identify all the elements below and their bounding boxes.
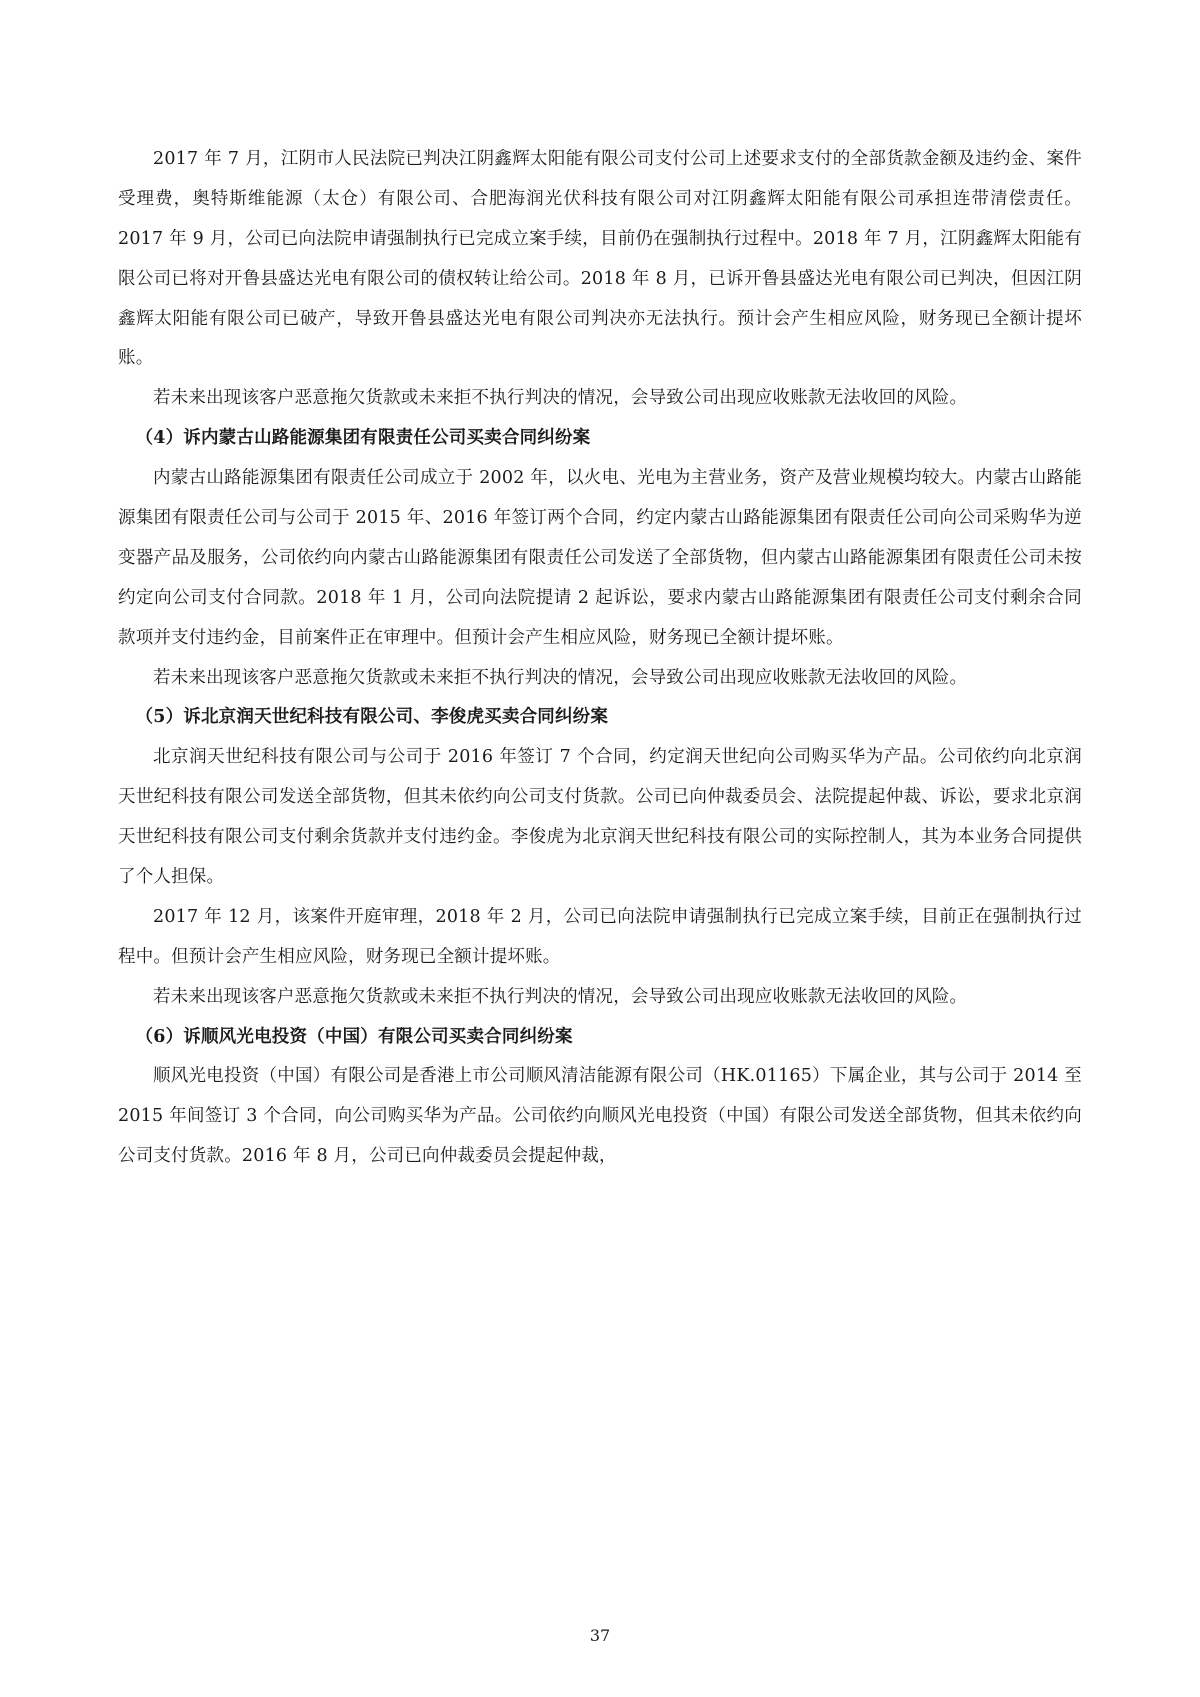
paragraph: 顺风光电投资（中国）有限公司是香港上市公司顺风清洁能源有限公司（HK.01165）下属企业，其与公司于 2014 至 2015 年间签订 3 个合同，向公司购买华为产品。公司依约向顺风光电投资（中国）有限公司发送全部货物，但其未依约向公司支付货款。2016 年 8 月，公司已向仲裁委员会提起仲裁， [118,1066,1082,1167]
paragraph: 2017 年 7 月，江阴市人民法院已判决江阴鑫辉太阳能有限公司支付公司上述要求支付的全部货款金额及违约金、案件受理费，奥特斯维能源（太仓）有限公司、合肥海润光伏科技有限公司对江阴鑫辉太阳能有限公司承担连带清偿责任。2017 年 9 月，公司已向法院申请强制执行已完成立案手续，目前仍在强制执行过程中。2018 年 7 月，江阴鑫辉太阳能有限公司已将对开鲁县盛达光电有限公司的债权转让给公司。2018 年 8 月，已诉开鲁县盛达光电有限公司已判决，但因江阴鑫辉太阳能有限公司已破产，导致开鲁县盛达光电有限公司判决亦无法执行。预计会产生相应风险，财务现已全额计提坏账。 [118,149,1082,369]
paragraph: 若未来出现该客户恶意拖欠货款或未来拒不执行判决的情况，会导致公司出现应收账款无法收回的风险。 [153,667,968,688]
paragraph: 内蒙古山路能源集团有限责任公司成立于 2002 年，以火电、光电为主营业务，资产及营业规模均较大。内蒙古山路能源集团有限责任公司与公司于 2015 年、2016 年签订两个合同，约定内蒙古山路能源集团有限责任公司向公司采购华为逆变器产品及服务，公司依约向内蒙古山路能源集团有限责任公司发送了全部货物，但内蒙古山路能源集团有限责任公司未按约定向公司支付合同款。2018 年 1 月，公司向法院提请 2 起诉讼，要求内蒙古山路能源集团有限责任公司支付剩余合同款项并支付违约金，目前案件正在审理中。但预计会产生相应风险，财务现已全额计提坏账。 [118,468,1082,648]
paragraph: 北京润天世纪科技有限公司与公司于 2016 年签订 7 个合同，约定润天世纪向公司购买华为产品。公司依约向北京润天世纪科技有限公司发送全部货物，但其未依约向公司支付货款。公司已向仲裁委员会、法院提起仲裁、诉讼，要求北京润天世纪科技有限公司支付剩余货款并支付违约金。李俊虎为北京润天世纪科技有限公司的实际控制人，其为本业务合同提供了个人担保。 [118,747,1082,888]
paragraph: 若未来出现该客户恶意拖欠货款或未来拒不执行判决的情况，会导致公司出现应收账款无法收回的风险。 [153,388,968,409]
paragraph: 若未来出现该客户恶意拖欠货款或未来拒不执行判决的情况，会导致公司出现应收账款无法收回的风险。 [153,986,968,1007]
page-number: 37 [589,1626,611,1645]
section-heading: （4）诉内蒙古山路能源集团有限责任公司买卖合同纠纷案 [135,428,591,449]
section-heading: （5）诉北京润天世纪科技有限公司、李俊虎买卖合同纠纷案 [135,707,609,728]
paragraph: 2017 年 12 月，该案件开庭审理，2018 年 2 月，公司已向法院申请强制执行已完成立案手续，目前正在强制执行过程中。但预计会产生相应风险，财务现已全额计提坏账。 [118,906,1082,967]
section-heading: （6）诉顺风光电投资（中国）有限公司买卖合同纠纷案 [135,1026,573,1047]
